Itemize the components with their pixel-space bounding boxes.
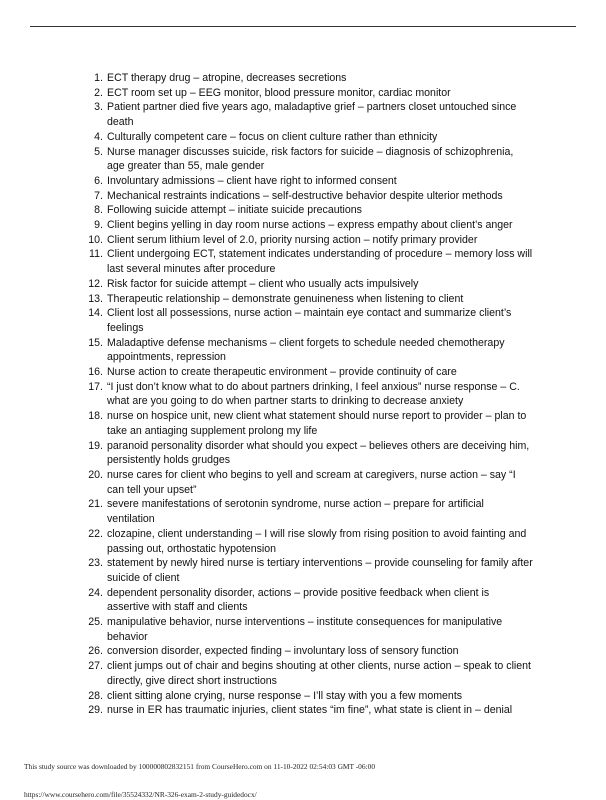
list-item-text: nurse on hospice unit, new client what statement should nurse report to provider – plan to take an antiaging supplement prolong my life: [107, 410, 527, 437]
list-item: [88, 586, 533, 615]
list-item-number: 8.: [94, 204, 103, 217]
list-item: [88, 380, 533, 409]
list-item-text: Culturally competent care – focus on client culture rather than ethnicity: [107, 130, 438, 143]
list-item-number: 17.: [88, 380, 103, 393]
list-item-number: 3.: [94, 101, 103, 114]
list-item: [88, 556, 533, 585]
list-item-text: Client undergoing ECT, statement indicates understanding of procedure – memory loss will last several minutes after procedure: [107, 248, 533, 276]
list-item: [89, 247, 533, 276]
list-item-text: Risk factor for suicide attempt – client who usually acts impulsively: [107, 277, 419, 290]
list-item-text: clozapine, client understanding – I will rise slowly from rising position to avoid fainting and passing out, orthostatic hypotension: [107, 527, 527, 555]
list-item-number: 29.: [88, 704, 103, 717]
list-item-number: 25.: [88, 616, 103, 629]
list-item-number: 4.: [94, 130, 103, 143]
list-item-number: 9.: [94, 219, 103, 232]
download-source-note: This study source was downloaded by 100000802832151 from CourseHero.com on 11-10-2022 02:54:03 GMT -06:00: [24, 762, 376, 771]
list-item-number: 7.: [94, 189, 103, 202]
list-item-text: Client serum lithium level of 2.0, priority nursing action – notify primary provider: [107, 233, 478, 246]
list-item-number: 28.: [88, 689, 103, 702]
list-item: [88, 365, 533, 380]
list-item-number: 15.: [88, 336, 103, 349]
list-item: [88, 527, 533, 556]
list-item-number: 16.: [88, 366, 103, 379]
list-item-number: 26.: [88, 645, 103, 658]
list-item-number: 19.: [88, 439, 103, 452]
list-item-text: paranoid personality disorder what should you expect – believes others are deceiving him, persistently holds grudges: [107, 439, 530, 467]
list-item: [94, 218, 533, 233]
list-item-text: manipulative behavior, nurse interventions – institute consequences for manipulative behavior: [107, 616, 503, 643]
list-item-text: severe manifestations of serotonin syndrome, nurse action – prepare for artificial ventilation: [107, 498, 484, 526]
list-item-text: Therapeutic relationship – demonstrate genuineness when listening to client: [107, 292, 464, 305]
list-item-text: client sitting alone crying, nurse response – I’ll stay with you a few moments: [107, 689, 463, 702]
list-item-text: dependent personality disorder, actions – provide positive feedback when client is assertive with staff and clients: [107, 586, 490, 614]
list-item: [88, 277, 533, 292]
study-guide-list: [88, 71, 533, 718]
list-item-number: 23.: [88, 557, 103, 570]
list-item-text: conversion disorder, expected finding – involuntary loss of sensory function: [107, 645, 459, 658]
list-item-text: Following suicide attempt – initiate suicide precautions: [107, 204, 362, 217]
list-item-number: 1.: [94, 72, 103, 84]
source-url[interactable]: https://www.coursehero.com/file/35524332/NR-326-exam-2-study-guidedocx/: [24, 790, 257, 799]
list-item-text: client jumps out of chair and begins shouting at other clients, nurse action – speak to client directly, give direct short instructions: [107, 660, 531, 687]
list-item-text: Nurse manager discusses suicide, risk factors for suicide – diagnosis of schizophrenia, age greater than 55, male gender: [107, 145, 514, 173]
list-item-number: 24.: [88, 586, 103, 599]
list-item-text: Client begins yelling in day room nurse actions – express empathy about client’s anger: [107, 219, 513, 232]
list-item: [88, 615, 533, 644]
list-item: [88, 233, 533, 248]
list-item: [88, 689, 533, 704]
top-divider: [30, 26, 576, 27]
list-item: [88, 439, 533, 468]
list-item-text: Mechanical restraints indications – self-destructive behavior despite ulterior methods: [107, 189, 503, 202]
list-item-number: 2.: [94, 86, 103, 99]
list-item: [94, 71, 533, 86]
list-item-number: 22.: [88, 527, 103, 540]
list-item-number: 27.: [88, 660, 103, 673]
list-item: [94, 145, 533, 174]
list-item-number: 20.: [88, 468, 103, 481]
list-item: [94, 174, 533, 189]
list-item: [88, 659, 533, 688]
list-item: [88, 497, 533, 526]
list-item-number: 14.: [88, 307, 103, 320]
list-item-text: nurse in ER has traumatic injuries, client states “im fine”, what state is client in – denial: [107, 704, 513, 717]
list-item: [94, 130, 533, 145]
list-item-text: Maladaptive defense mechanisms – client forgets to schedule needed chemotherapy appointments, repression: [107, 336, 505, 364]
list-item: [88, 306, 533, 335]
list-item: [88, 292, 533, 307]
list-item-text: “I just don’t know what to do about partners drinking, I feel anxious” nurse response – C. what are you going to do when partner starts to drinking to decrease anxiety: [107, 380, 520, 408]
list-item-text: Client lost all possessions, nurse action – maintain eye contact and summarize client’s feelings: [107, 307, 512, 334]
list-item-number: 13.: [88, 292, 103, 305]
list-item-text: Involuntary admissions – client have right to informed consent: [107, 174, 397, 187]
list-item: [94, 189, 533, 204]
list-item-number: 10.: [88, 233, 103, 246]
list-item: [88, 336, 533, 365]
list-item: [88, 468, 533, 497]
list-item-text: ECT therapy drug – atropine, decreases secretions: [107, 72, 347, 84]
list-item-number: 5.: [94, 145, 103, 158]
list-item-number: 11.: [89, 248, 103, 261]
list-item: [88, 703, 533, 718]
list-item-text: Patient partner died five years ago, maladaptive grief – partners closet untouched since death: [107, 101, 517, 129]
list-item-number: 21.: [88, 498, 103, 511]
list-item: [94, 203, 533, 218]
list-item: [94, 100, 533, 129]
list-item: [94, 86, 533, 101]
list-item-number: 12.: [88, 277, 103, 290]
list-item-text: Nurse action to create therapeutic environment – provide continuity of care: [107, 366, 457, 379]
list-item-text: nurse cares for client who begins to yell and scream at caregivers, nurse action – say “I can tell your upset”: [107, 468, 516, 496]
list-item-text: ECT room set up – EEG monitor, blood pressure monitor, cardiac monitor: [107, 86, 451, 99]
list-item-text: statement by newly hired nurse is tertiary interventions – provide counseling for family after suicide of client: [107, 557, 533, 584]
list-item-number: 18.: [88, 410, 103, 423]
list-item: [88, 409, 533, 438]
list-item-number: 6.: [94, 174, 103, 187]
list-item: [88, 644, 533, 659]
